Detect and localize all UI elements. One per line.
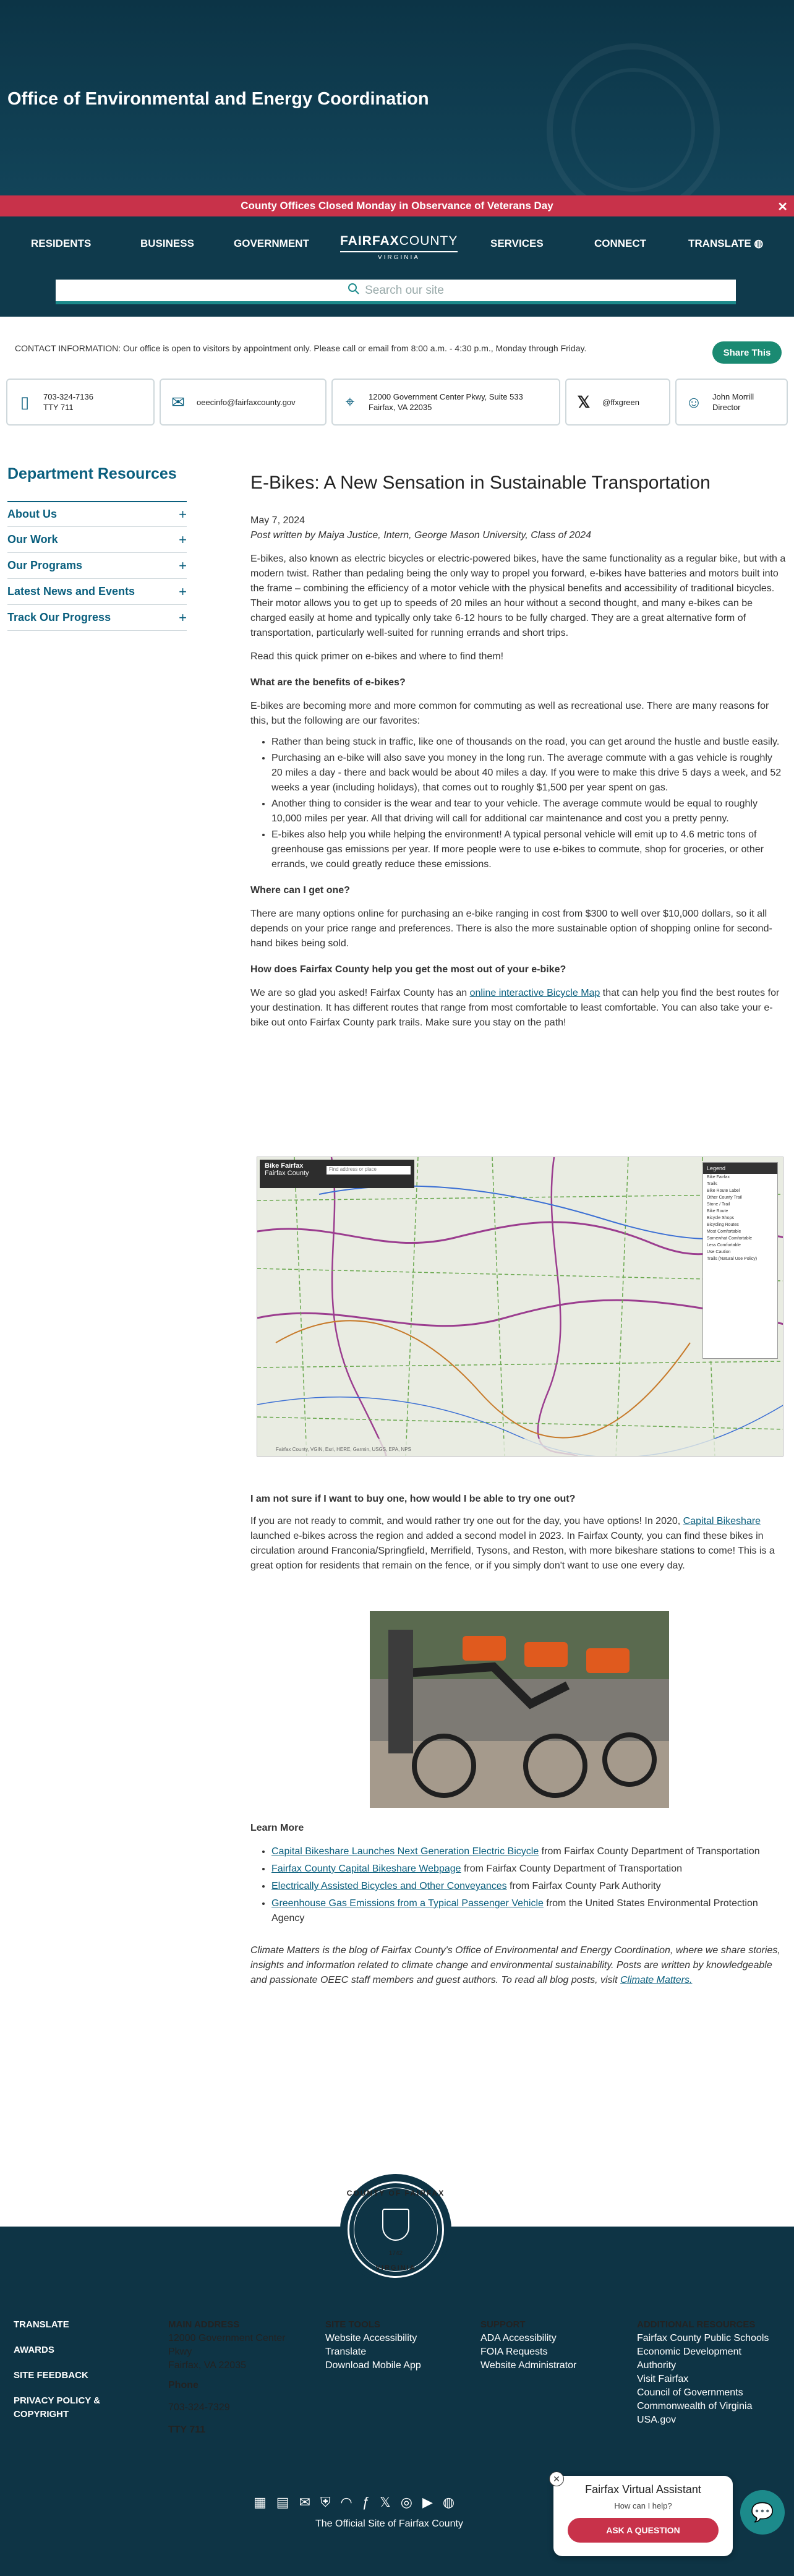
news-icon[interactable]: ▤ bbox=[276, 2494, 289, 2510]
map-search-input[interactable]: Find address or place bbox=[327, 1166, 411, 1175]
search-icon bbox=[348, 283, 360, 299]
legend-item: Stone / Trail bbox=[707, 1202, 730, 1207]
nav-services[interactable]: SERVICES bbox=[490, 237, 544, 249]
alert-banner[interactable] bbox=[0, 195, 794, 216]
person-icon: ☺ bbox=[685, 392, 702, 411]
plus-icon[interactable]: + bbox=[179, 583, 187, 599]
seal-text-top: COUNTY OF FAIRFAX bbox=[346, 2189, 445, 2197]
email-icon: ✉ bbox=[171, 392, 185, 411]
article-title: E-Bikes: A New Sensation in Sustainable Transportation bbox=[250, 473, 711, 493]
close-icon[interactable]: ✕ bbox=[777, 200, 788, 214]
seal-text-bottom: VIRGINIA bbox=[375, 2264, 416, 2272]
footer-site-tools bbox=[325, 2318, 421, 2373]
ask-question-button[interactable]: ASK A QUESTION bbox=[568, 2518, 719, 2543]
capital-bikeshare-link[interactable]: Capital Bikeshare bbox=[683, 1516, 761, 1526]
footer-eda-link[interactable]: Economic Development Authority bbox=[637, 2347, 741, 2371]
footer-foia-link[interactable]: FOIA Requests bbox=[480, 2347, 548, 2357]
article-primer: Read this quick primer on e-bikes and where to find them! bbox=[250, 651, 504, 662]
map-title: Bike Fairfax bbox=[265, 1162, 304, 1170]
sidebar-item-our-work[interactable] bbox=[7, 527, 187, 553]
footer-support bbox=[480, 2318, 576, 2373]
legend-item: Bike Route Label bbox=[707, 1189, 740, 1193]
map-legend[interactable] bbox=[702, 1162, 778, 1359]
bikeshare-illustration bbox=[370, 1611, 669, 1808]
heading-where: Where can I get one? bbox=[250, 885, 350, 896]
list-item bbox=[271, 1844, 786, 1859]
sidebar-item-our-programs[interactable] bbox=[7, 553, 187, 579]
main-nav bbox=[0, 216, 794, 270]
contact-card-director[interactable] bbox=[675, 379, 788, 426]
phone-icon: ▯ bbox=[20, 392, 30, 411]
sidebar-item-latest-news[interactable] bbox=[7, 579, 187, 605]
footer-ada-link[interactable]: ADA Accessibility bbox=[480, 2333, 557, 2343]
learn-source-1: from Fairfax County Department of Transportation bbox=[539, 1846, 760, 1857]
benefits-intro: E-bikes are becoming more and more common for commuting as well as recreational use. There are many reasons for this, but the following are our favorites: bbox=[250, 701, 769, 726]
plus-icon[interactable]: + bbox=[179, 557, 187, 573]
bikeshare-photo bbox=[370, 1611, 669, 1808]
learn-source-3: from Fairfax County Park Authority bbox=[506, 1881, 661, 1891]
site-header-banner bbox=[0, 0, 794, 195]
legend-item: Trails bbox=[707, 1182, 717, 1186]
footer-usagov-link[interactable]: USA.gov bbox=[637, 2415, 677, 2425]
site-title[interactable]: Office of Environmental and Energy Coordination bbox=[7, 89, 429, 109]
footer-phone-heading: Phone bbox=[168, 2380, 198, 2390]
youtube-icon[interactable]: ▶ bbox=[422, 2494, 433, 2510]
help-text-after: that can help you find the best routes for your destination. It has different routes that range from most comfortable to least comfortable. You can also take your e-bike out onto Fairfax County park trails. Make sure you stay on the path! bbox=[250, 988, 780, 1028]
article-try-section bbox=[250, 1492, 786, 1573]
learn-link-4[interactable]: Greenhouse Gas Emissions from a Typical Passenger Vehicle bbox=[271, 1898, 544, 1909]
assistant-title: Fairfax Virtual Assistant bbox=[585, 2483, 701, 2496]
contact-card-x[interactable] bbox=[565, 379, 670, 426]
county-seal bbox=[340, 2174, 451, 2285]
wifi-icon[interactable]: ◠ bbox=[340, 2494, 352, 2510]
director-title: Director bbox=[712, 403, 741, 412]
heading-benefits: What are the benefits of e-bikes? bbox=[250, 677, 406, 688]
footer-visit-fairfax-link[interactable]: Visit Fairfax bbox=[637, 2374, 689, 2384]
benefits-list bbox=[250, 735, 786, 872]
nav-residents[interactable]: RESIDENTS bbox=[31, 237, 92, 249]
nav-connect[interactable]: CONNECT bbox=[594, 237, 647, 249]
tty-number: TTY 711 bbox=[43, 403, 74, 412]
sidebar-item-about-us[interactable] bbox=[7, 501, 187, 527]
footer-translate-tool-link[interactable]: Translate bbox=[325, 2347, 367, 2357]
nav-translate[interactable] bbox=[688, 237, 763, 250]
footer-address bbox=[168, 2318, 310, 2437]
list-item: • E-bikes also help you while helping the environment! A typical personal vehicle will emit up to 4.6 metric tons of greenhouse gas emissions per year. If more people were to use e-bikes to commute, shop for groceries, or other errands, we could greatly reduce these emissions. bbox=[271, 828, 786, 872]
where-paragraph: There are many options online for purchasing an e-bike ranging in cost from $300 to well over $10,000 dollars, so it all depends on your price range and preferences. There is also the more sustainable option of shopping online for second-hand bikes being sold. bbox=[250, 909, 772, 949]
footer-site-tools-heading: SITE TOOLS bbox=[325, 2319, 380, 2330]
article-intro: E-bikes, also known as electric bicycles or electric-powered bikes, have the same functionality as a regular bike, but with a modern twist. Rather than pedaling being the only way to propel you forward, e-bikes have batteries and motors built into the frame – combining the efficiency of a motor vehicle with the physical benefits and accessibility of traditional bicycles. Their motor allows you to get up to speeds of 20 miles an hour without a second thought, and many e-bikes can be charged easily at home and typically only take 6-12 hours to be fully charged. They are a great alternative form of transportation, particularly well-suited for running errands and short trips. bbox=[250, 554, 786, 638]
map-legend-title: Legend bbox=[703, 1163, 777, 1174]
x-handle: @ffxgreen bbox=[602, 397, 639, 407]
bicycle-map-image[interactable] bbox=[257, 1157, 783, 1457]
nav-business[interactable]: BUSINESS bbox=[140, 237, 194, 249]
legend-item: Bike Fairfax bbox=[707, 1175, 730, 1179]
list-item bbox=[271, 1896, 786, 1926]
learn-link-3[interactable]: Electrically Assisted Bicycles and Other Conveyances bbox=[271, 1881, 507, 1891]
contact-cards bbox=[6, 379, 788, 426]
list-item: • Another thing to consider is the wear and tear to your vehicle. The average commute would be equal to roughly 10,000 miles per year. All that driving will call for additional car maintenance and cost you a pretty penny. bbox=[271, 797, 786, 826]
sidebar-item-label: About Us bbox=[7, 508, 57, 520]
director-name: John Morrill bbox=[712, 392, 754, 401]
contact-card-address[interactable] bbox=[331, 379, 560, 426]
footer-phone[interactable]: 703-324-7329 bbox=[168, 2402, 230, 2413]
list-item bbox=[271, 1879, 786, 1894]
footer-fcps-link[interactable]: Fairfax County Public Schools bbox=[637, 2333, 769, 2343]
globe-icon[interactable]: ◍ bbox=[442, 2494, 455, 2510]
footer-awards-link[interactable]: AWARDS bbox=[14, 2345, 54, 2355]
search-band bbox=[0, 270, 794, 317]
learn-link-1[interactable]: Capital Bikeshare Launches Next Generation Electric Bicycle bbox=[271, 1846, 539, 1857]
footer-accessibility-link[interactable]: Website Accessibility bbox=[325, 2333, 417, 2343]
list-item: • Rather than being stuck in traffic, like one of thousands on the road, you can get around the hustle and bustle easily. bbox=[271, 735, 786, 750]
footer-address-heading: MAIN ADDRESS bbox=[168, 2319, 240, 2330]
try-text-after: launched e-bikes across the region and added a second model in 2023. In Fairfax County, you can find these bikes in circulation around Franconia/Springfield, Merrifield, Tysons, and Reston, with more bikeshare stations to come! This is a great option for residents that remain on the fence, or if you simply don't want to use one every day. bbox=[250, 1531, 775, 1571]
sidebar-item-label: Our Work bbox=[7, 533, 58, 546]
calendar-icon[interactable]: ▦ bbox=[254, 2494, 267, 2510]
help-paragraph bbox=[250, 986, 786, 1030]
legend-item: Somewhat Comfortable bbox=[707, 1236, 753, 1241]
learn-more-title: Learn More bbox=[250, 1823, 304, 1833]
blog-blurb-text: Climate Matters is the blog of Fairfax County's Office of Environmental and Energy Coordination, where we share stories, insights and information related to climate change and environmental sustainability. Posts are written by knowledgeable and passionate OEEC staff members and guest authors. To read all blog posts, visit bbox=[250, 1945, 780, 1985]
logo-virginia: VIRGINIA bbox=[378, 254, 420, 261]
plus-icon[interactable]: + bbox=[179, 609, 187, 625]
sidebar-title: Department Resources bbox=[7, 465, 177, 482]
location-icon: ⌖ bbox=[345, 392, 355, 411]
social-icons bbox=[254, 2494, 455, 2510]
nav-translate-label: TRANSLATE bbox=[688, 237, 751, 249]
legend-item: Bicycle Shops bbox=[707, 1216, 734, 1220]
fairfax-county-logo[interactable] bbox=[340, 234, 458, 261]
close-icon[interactable]: ✕ bbox=[549, 2471, 564, 2486]
sidebar-item-label: Our Programs bbox=[7, 559, 83, 571]
search-input[interactable] bbox=[56, 280, 736, 304]
footer-tty: TTY 711 bbox=[168, 2424, 206, 2435]
map-subtitle: Fairfax County bbox=[265, 1170, 309, 1177]
contact-card-phone[interactable] bbox=[6, 379, 155, 426]
bicycle-map-link[interactable]: online interactive Bicycle Map bbox=[469, 988, 600, 998]
facebook-icon[interactable]: ƒ bbox=[362, 2494, 370, 2510]
sidebar-item-label: Track Our Progress bbox=[7, 611, 111, 623]
alert-text[interactable]: County Offices Closed Monday in Observance of Veterans Day bbox=[241, 200, 553, 212]
list-item: • Purchasing an e-bike will also save you money in the long run. The average commute with a gas vehicle is roughly 20 miles a day - there and back would be about 40 miles a day. If you were to make this drive 5 days a week, and 52 weeks a year (including holidays), that comes out to roughly $1,500 per year spent on gas. bbox=[271, 751, 786, 795]
legend-item: Most Comfortable bbox=[707, 1230, 741, 1234]
plus-icon[interactable]: + bbox=[179, 506, 187, 522]
legend-item: Bicycling Routes bbox=[707, 1223, 739, 1227]
contact-card-email[interactable] bbox=[160, 379, 327, 426]
chat-icon[interactable]: 💬 bbox=[740, 2490, 785, 2535]
legend-item: Bike Route bbox=[707, 1209, 728, 1213]
nav-government[interactable]: GOVERNMENT bbox=[234, 237, 309, 249]
article-byline: Post written by Maiya Justice, Intern, George Mason University, Class of 2024 bbox=[250, 530, 592, 541]
footer-left-links bbox=[14, 2318, 131, 2433]
x-icon[interactable]: 𝕏 bbox=[380, 2494, 391, 2510]
try-paragraph bbox=[250, 1514, 786, 1573]
search-placeholder: Search our site bbox=[365, 283, 444, 297]
footer-virginia-link[interactable]: Commonwealth of Virginia bbox=[637, 2401, 753, 2411]
map-attribution: Fairfax County, VGIN, Esri, HERE, Garmin, USGS, EPA, NPS bbox=[276, 1447, 411, 1452]
learn-link-2[interactable]: Fairfax County Capital Bikeshare Webpage bbox=[271, 1864, 461, 1874]
legend-item: Less Comfortable bbox=[707, 1243, 741, 1247]
footer-additional-heading: ADDITIONAL RESOURCES bbox=[637, 2319, 756, 2330]
instagram-icon[interactable]: ◎ bbox=[400, 2494, 412, 2510]
sidebar-list bbox=[7, 501, 187, 631]
article bbox=[250, 471, 786, 1030]
share-button[interactable]: Share This bbox=[712, 341, 782, 364]
virtual-assistant-widget[interactable] bbox=[553, 2476, 733, 2556]
footer-support-heading: SUPPORT bbox=[480, 2319, 526, 2330]
footer-webadmin-link[interactable]: Website Administrator bbox=[480, 2360, 577, 2371]
plus-icon[interactable]: + bbox=[179, 531, 187, 547]
list-item bbox=[271, 1862, 786, 1876]
assistant-subtitle: How can I help? bbox=[614, 2501, 672, 2510]
learn-more-list bbox=[250, 1844, 786, 1926]
seal-year: 1742 bbox=[388, 2250, 403, 2257]
logo-word-fairfax: FAIRFAX bbox=[340, 234, 399, 248]
legend-item: Other County Trail bbox=[707, 1196, 742, 1200]
heading-help: How does Fairfax County help you get the most out of your e-bike? bbox=[250, 964, 566, 975]
learn-source-2: from Fairfax County Department of Transportation bbox=[461, 1864, 683, 1874]
footer-feedback-link[interactable]: SITE FEEDBACK bbox=[14, 2370, 88, 2381]
legend-item: Trails (Natural Use Policy) bbox=[707, 1257, 758, 1261]
footer-cog-link[interactable]: Council of Governments bbox=[637, 2387, 743, 2398]
footer-translate-link[interactable]: TRANSLATE bbox=[14, 2319, 69, 2330]
blog-blurb bbox=[250, 1943, 786, 1988]
climate-matters-link[interactable]: Climate Matters. bbox=[620, 1975, 693, 1985]
learn-more bbox=[250, 1821, 786, 1988]
logo-rule bbox=[340, 251, 458, 252]
address-line1: 12000 Government Center Pkwy, Suite 533 bbox=[369, 392, 523, 401]
contact-information: CONTACT INFORMATION: Our office is open to visitors by appointment only. Please call or email from 8:00 a.m. - 4:30 p.m., Monday through Friday. bbox=[15, 343, 587, 353]
learn-source-4: from the United States Environmental Protection Agency bbox=[271, 1898, 758, 1923]
heading-try: I am not sure if I want to buy one, how would I be able to try one out? bbox=[250, 1494, 576, 1504]
footer-privacy-link[interactable]: PRIVACY POLICY & COPYRIGHT bbox=[14, 2395, 101, 2420]
x-icon: 𝕏 bbox=[577, 392, 591, 411]
footer-address-line2: Fairfax, VA 22035 bbox=[168, 2360, 246, 2371]
sidebar-item-label: Latest News and Events bbox=[7, 585, 135, 597]
email-address: oeecinfo@fairfaxcounty.gov bbox=[197, 397, 296, 407]
try-text-before: If you are not ready to commit, and would rather try one out for the day, you have options! In 2020, bbox=[250, 1516, 683, 1526]
shield-icon bbox=[382, 2209, 409, 2241]
shield-icon[interactable]: ⛨ bbox=[320, 2494, 331, 2510]
help-text-before: We are so glad you asked! Fairfax County has an bbox=[250, 988, 470, 998]
globe-icon: ◍ bbox=[754, 237, 764, 249]
footer-additional-resources bbox=[637, 2318, 779, 2427]
legend-item: Use Caution bbox=[707, 1250, 731, 1254]
sidebar-item-track-progress[interactable] bbox=[7, 605, 187, 631]
email-icon[interactable]: ✉ bbox=[299, 2494, 311, 2510]
address-line2: Fairfax, VA 22035 bbox=[369, 403, 432, 412]
official-site-text: The Official Site of Fairfax County bbox=[315, 2518, 463, 2529]
phone-number: 703-324-7136 bbox=[43, 392, 93, 401]
article-date: May 7, 2024 bbox=[250, 515, 305, 526]
footer-mobile-app-link[interactable]: Download Mobile App bbox=[325, 2360, 421, 2371]
logo-word-county: COUNTY bbox=[399, 234, 458, 248]
footer-address-line1: 12000 Government Center Pkwy bbox=[168, 2333, 286, 2357]
